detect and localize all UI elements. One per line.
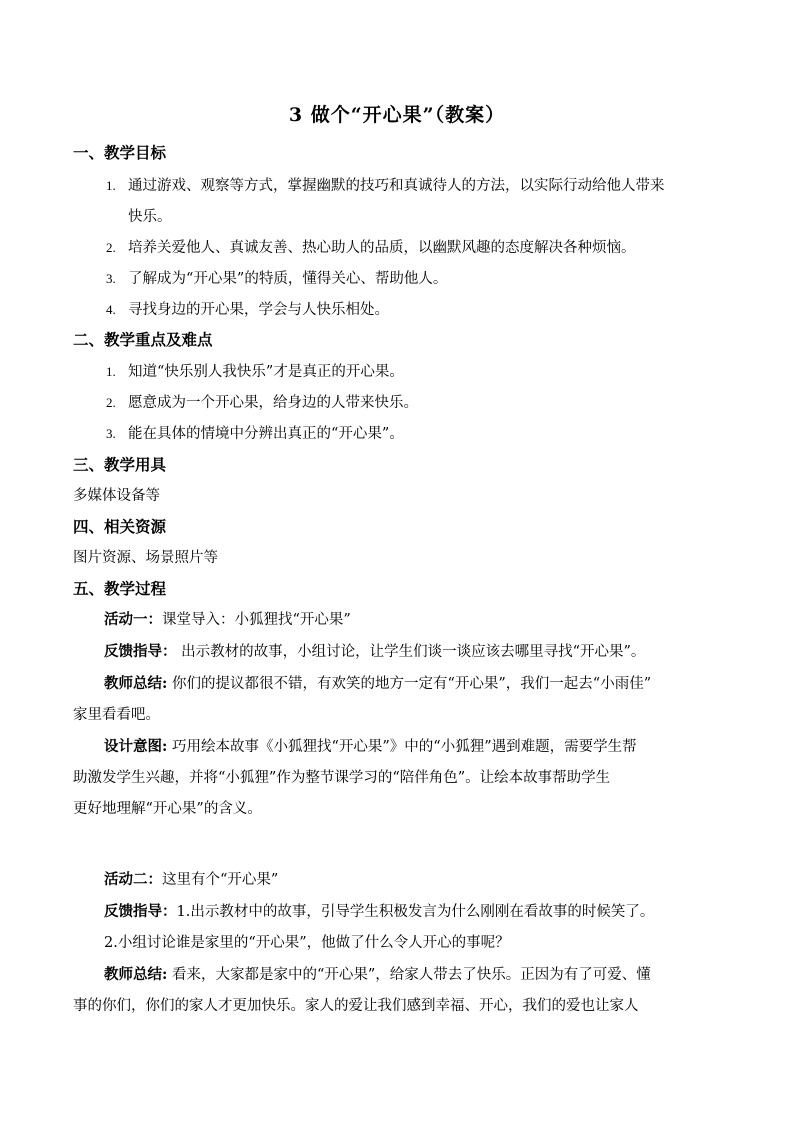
tools-text: 多媒体设备等 <box>73 488 160 504</box>
goal-item-1 <box>106 170 726 233</box>
item-number: 4. <box>106 302 116 317</box>
feedback-text: 出示教材的故事，小组讨论，让学生们谈一谈应该去哪里寻找“开心果”。 <box>176 644 646 660</box>
design-text: 巧用绘本故事《小狐狸找“开心果”》中的“小狐狸”遇到难题，需要学生帮 <box>167 739 637 755</box>
feedback-text-continued: 2.小组讨论谁是家里的“开心果”，他做了什么令人开心的事呢？ <box>104 935 510 951</box>
activity-1 <box>73 604 725 825</box>
key-point-item-1 <box>106 356 726 388</box>
goal-item-3 <box>106 263 726 295</box>
item-number: 1. <box>106 364 116 379</box>
item-text: 通过游戏、观察等方式，掌握幽默的技巧和真诚待人的方法，以实际行动给他人带来 <box>128 178 665 194</box>
section-heading-tools: 三、教学用具 <box>73 455 167 474</box>
item-text: 愿意成为一个开心果，给身边的人带来快乐。 <box>128 395 418 411</box>
section-heading-resources: 四、相关资源 <box>73 517 167 536</box>
summary-text: 看来，大家都是家中的“开心果”，给家人带去了快乐。正因为有了可爱、懂 <box>167 967 651 983</box>
design-label: 设计意图: <box>104 738 168 755</box>
item-text: 了解成为“开心果”的特质，懂得关心、帮助他人。 <box>128 271 448 287</box>
summary-text-continued: 事的你们，你们的家人才更加快乐。家人的爱让我们感到幸福、开心，我们的爱也让家人 <box>73 998 639 1014</box>
summary-label: 教师总结: <box>104 675 168 692</box>
summary-label: 教师总结: <box>104 966 168 983</box>
goal-item-4 <box>106 294 726 326</box>
summary-text: 你们的提议都很不错，有欢笑的地方一定有“开心果”，我们一起去“小雨佳” <box>167 676 652 692</box>
feedback-label: 反馈指导： <box>104 643 177 660</box>
item-text: 培养关爱他人、真诚友善、热心助人的品质，以幽默风趣的态度解决各种烦恼。 <box>128 240 636 256</box>
item-number: 3. <box>106 271 116 286</box>
item-number: 2. <box>106 240 116 255</box>
item-text: 能在具体的情境中分辨出真正的“开心果”。 <box>128 426 404 442</box>
item-number: 1. <box>106 178 116 193</box>
activity-title: 这里有个“开心果” <box>162 872 279 888</box>
feedback-text: 1.出示教材中的故事，引导学生积极发言为什么刚刚在看故事的时候笑了。 <box>176 904 655 920</box>
item-text: 知道“快乐别人我快乐”才是真正的开心果。 <box>128 364 404 380</box>
document-title: 3 做个“开心果”（教案） <box>288 104 506 126</box>
section-heading-key-points: 二、教学重点及难点 <box>73 330 213 349</box>
activity-2 <box>73 864 725 1022</box>
summary-text-continued: 家里看看吧。 <box>73 707 160 723</box>
feedback-label: 反馈指导： <box>104 903 177 920</box>
activity-title: 课堂导入：小狐狸找“开心果” <box>162 612 351 628</box>
design-text-continued: 更好地理解“开心果”的含义。 <box>73 801 262 817</box>
item-number: 2. <box>106 395 116 410</box>
key-point-item-2 <box>106 387 726 419</box>
resources-text: 图片资源、场景照片等 <box>73 550 218 566</box>
item-text: 寻找身边的开心果，学会与人快乐相处。 <box>128 302 389 318</box>
goal-item-2 <box>106 232 726 264</box>
key-point-item-3 <box>106 418 726 450</box>
activity-label: 活动一： <box>104 611 162 628</box>
section-heading-goals: 一、教学目标 <box>73 143 167 162</box>
activity-label: 活动二： <box>104 871 162 888</box>
item-text-continued: 快乐。 <box>128 209 172 225</box>
item-number: 3. <box>106 426 116 441</box>
design-text-continued: 助激发学生兴趣，并将“小狐狸”作为整节课学习的“陪伴角色”。让绘本故事帮助学生 <box>73 770 611 786</box>
section-heading-process: 五、教学过程 <box>73 579 167 598</box>
